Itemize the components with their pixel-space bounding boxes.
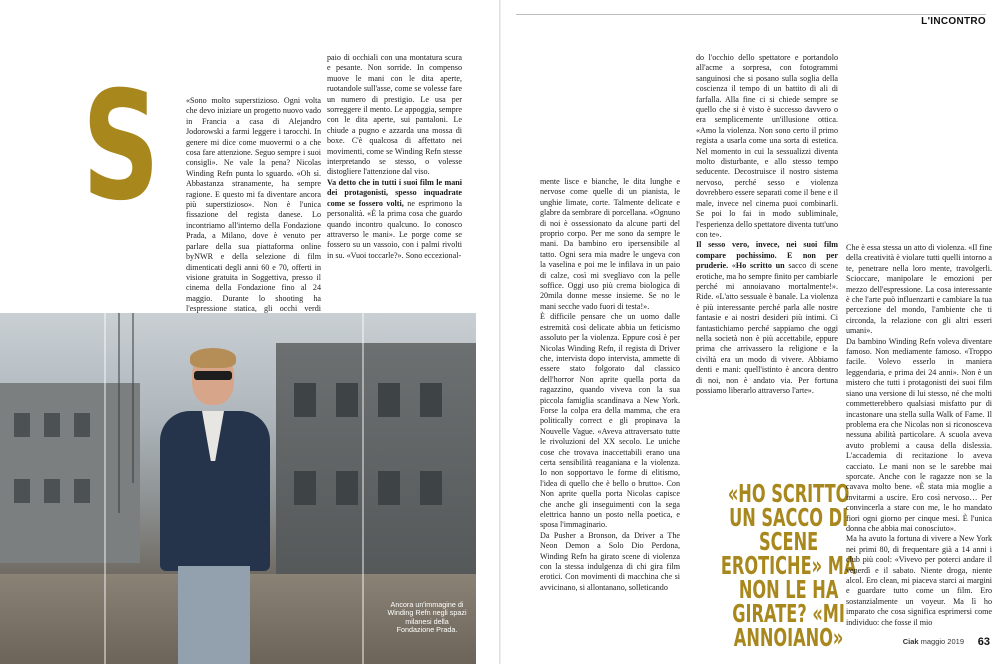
portrait-photo xyxy=(0,313,476,664)
article-paragraph xyxy=(696,240,838,396)
paragraph-text: sacco di scene erotiche, ma ho sempre finito per cambiarle perché mi annoiavano mortalmente!». Ride. «L'atto sessuale è banale. La violenza è più interessante perché parla alle nostre fantasie e ai nostri desideri più intimi. Ci fantastichiamo perché sappiamo che oggi nella società non è più accettabile, eppure prima che arrivassero la religione e la civiltà era un modo di vivere. Abbiamo denti e mani: quell'istinto è ancora dentro di noi, non è andato via. Per fortuna possiamo liberarlo attraverso l'arte». xyxy=(696,261,838,395)
paragraph-text: ne esprimono la personalità. «È la prima cosa che guardo quando incontro qualcuno. Io conosco attraverso le mani». Le porge come se fossero su un vassoio, con i palmi rivolti in su. «Vuoi toccarle?». Sono eccezional- xyxy=(327,198,462,260)
article-paragraph: Da bambino Winding Refn voleva diventare famoso. Non mediamente famoso. «Troppo facile. Volevo esserlo in maniera leggendaria, e prima dei 24 anni». Non è un mistero che tutti i protagonisti dei suoi film siano una versione di lui stesso, né che molti commetterebbero qualsiasi misfatto pur di incastonare una stella sulla Walk of Fame. Il problema era che Nicolas non si riconosceva nessuna abilità particolare. A scuola aveva avuto problemi a causa della dislessia. L'accademia di recitazione lo aveva cacciato. Le mani non se le sarebbe mai sporcate. Anche con le ragazze non se la cavava molto bene. «È stata mia moglie a invitarmi a uscire. Ero così nervoso… Per convincerla a stare con me, le ho mandato fiori ogni giorno per cinque mesi. È l'unica donna che abbia mai conosciuto». xyxy=(846,336,992,533)
article-column-3 xyxy=(540,177,680,593)
issue-date: maggio 2019 xyxy=(920,637,964,646)
building-right xyxy=(276,343,476,593)
bold-lead: Il sesso vero, invece, nei suoi film compare pochissimo. E non per pruderie. xyxy=(696,240,838,271)
page-number: 63 xyxy=(977,636,990,648)
footer-issue xyxy=(903,637,964,646)
article-column-1 xyxy=(186,96,321,325)
article-paragraph: paio di occhiali con una montatura scura e pesante. Non sorride. In compenso muove le mani con le dita aperte, ruotandole sull'asse, come se volesse fare un numero di prestigio. Le usa per sorreggere il mento. Le appoggia, sempre con le dita aperte, sui pantaloni. Le chiude a pugno e azzarda una mossa di boxe. C'è qualcosa di affettato nei movimenti, come se Winding Refn stesse interpretando se stesso, o volesse distogliere l'attenzione dal viso. xyxy=(327,53,462,177)
paragraph-text: « xyxy=(728,261,736,271)
article-paragraph: mente lisce e bianche, le dita lunghe e nervose come quelle di un pianista, le unghie limate, corte. Talmente delicate e glabre da sembrare di porcellana. «Ognuno di noi è ossessionato da alcune parti del proprio corpo. Per me sono da sempre le mani. Da bambino ero ipersensibile al tatto. Ogni sera mia madre le ungeva con la vaselina e poi me le infilava in un paio di calze, così mi svegliavo con la pelle soffice. Oggi uso più crema biologica di 20mila donne messe insieme. Se no le mani secche vado fuori di testa!». xyxy=(540,177,680,311)
page-gutter xyxy=(499,0,501,664)
article-column-4 xyxy=(696,53,838,396)
drop-cap: S xyxy=(82,60,160,234)
article-paragraph xyxy=(327,178,462,261)
pull-quote: «HO SCRITTO UN SACCO DI SCENE EROTICHE» MA NON LE HA GIRATE? «MI ANNOIANO» xyxy=(720,479,857,652)
section-tag: L'INCONTRO xyxy=(921,16,986,27)
article-paragraph: «Sono molto superstizioso. Ogni volta che devo iniziare un progetto nuovo vado in Francia a casa di Alejandro Jodorowski a farmi leggere i tarocchi. In genere mi dice come muovermi o a che cosa fare attenzione. Seguo sempre i suoi consigli». Ne vale la pena? Nicolas Winding Refn punta lo sguardo. «Oh sì. Abbastanza stranamente, ha sempre ragione. E questo mi fa diventare ancora più superstizioso». Non è l'unica fissazione del regista danese. Lo incontriamo all'interno della Fondazione Prada, a Milano, dove è venuto per parlare della sua piattaforma online byNWR e della selezione di film dimenticati degli anni 60 e 70, offerti in visione gratuita in Soggettiva, presso il cinema della Fondazione fino al 24 maggio. Durante lo shooting ha l'espressione statica, gli occhi verdi xyxy=(186,96,321,314)
article-paragraph: Che è essa stessa un atto di violenza. «Il fine della creatività è violare tutti quelli intorno a te, penetrare nella loro mente, travolgerli. Scioccare, manipolare le emozioni per mezzo dell'espressione. La cosa interessante è che l'arte può influenzarti e cambiare la tua percezione del mondo, l'ambiente che ti circonda, la relazione con gli altri esseri umani». xyxy=(846,243,992,336)
article-paragraph: do l'occhio dello spettatore e portandolo all'acme a sorpresa, con fotogrammi sanguinosi che si posano sulla soglia della coscienza il tempo di un battito di ali di farfalla. Alla fine ci si chiede sempre se quello che si è visto è successo davvero o era semplicemente un'illusione ottica. «Amo la violenza. Non sono certo il primo regista a usarla come una sorta di estetica. Nel momento in cui la sessualizzi diventa molto disturbante, e allo stesso tempo seducente. Decostruisce il nostro sistema nervoso, perché sesso e violenza dovrebbero essere separati come il bene e il male, invece nel cinema puoi combinarli. Se poi lo fai in modo subliminale, l'esperienza dello spettatore diventa tutt'uno con te». xyxy=(696,53,838,239)
article-paragraph: È difficile pensare che un uomo dalle estremità così delicate abbia un feticismo assoluto per la violenza. Eppure così è per Nicolas Winding Refn, il regista di Driver che, intervista dopo intervista, ammette di essere stato folgorato dal classico dell'horror Non aprite quella porta da ragazzino, quando viveva con la sua piccola famiglia scandinava a New York. Forse la colpa era della mamma, che era politically correct e gli propinava la Nouvelle Vague. «Aveva attraversato tutte le rivoluzioni del XX secolo. Le uniche cose che trovava inaccettabili erano una certa sensibilità reaganiana e la violenza. Io non sopportavo le forme di elitismo, l'idea di quello che è bello o brutto». Con Non aprite quella porta Nicolas capisce che anche gli inseguimenti con la sega elettrica hanno un posto nella poetica, e sposa l'immaginario. xyxy=(540,312,680,530)
article-paragraph: Da Pusher a Bronson, da Driver a The Neon Demon a Solo Dio Perdona, Winding Refn ha girato scene di violenza con la stessa indulgenza di chi gira film erotici. Con movimenti di macchina che si avvicinano, si allontanano, solleticando xyxy=(540,530,680,592)
subject-figure xyxy=(160,351,270,664)
photo-caption: Ancora un'immagine di Winding Refn negli spazi milanesi della Fondazione Prada. xyxy=(387,600,467,635)
article-column-5 xyxy=(846,243,992,628)
section-rule xyxy=(516,14,986,15)
article-column-2 xyxy=(327,53,462,261)
article-paragraph: Ma ha avuto la fortuna di vivere a New York nei primi 80, di frequentare già a 14 anni i club più cool: «Vivevo per poterci andare il venerdì e il sabato. Niente droga, niente alcol. Ero clean, mi piaceva starci ai margini e guardare tutto come un film. Ero sostanzialmente un voyeur. Ma lì ho imparato che cosa significa esprimersi come individuo: che fosse il mio xyxy=(846,534,992,627)
bold-lead: Ho scritto un xyxy=(735,261,785,271)
bold-lead: Va detto che in tutti i suoi film le mani dei protagonisti, spesso inquadrate come se fossero volti, xyxy=(327,177,462,208)
magazine-brand: Ciak xyxy=(902,637,919,646)
